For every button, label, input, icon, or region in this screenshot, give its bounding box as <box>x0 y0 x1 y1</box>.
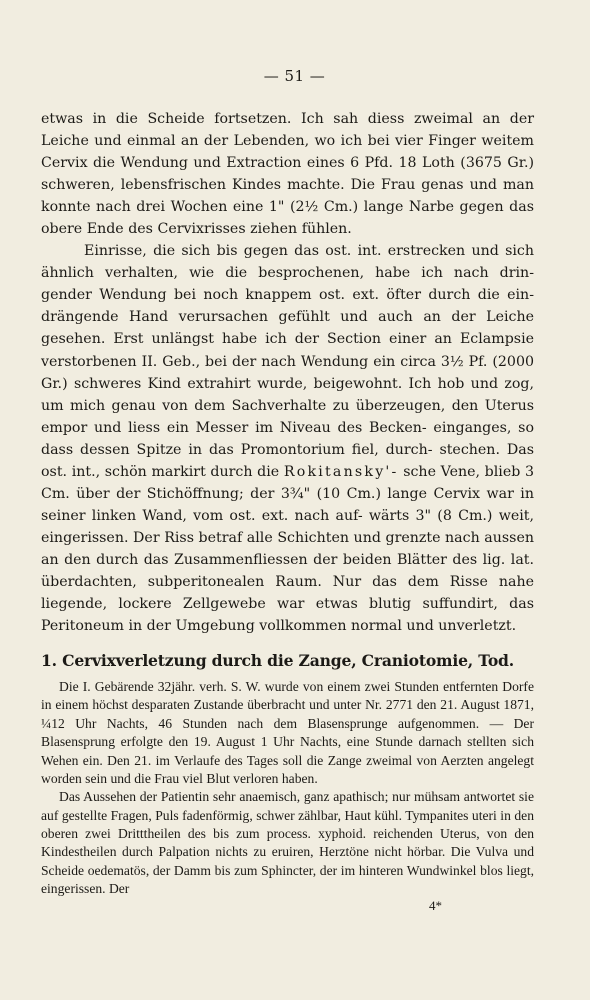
case-paragraph-2: Das Aussehen der Patientin sehr anaemisch, ganz apathisch; nur mühsam antwortet sie auf gestellte Fragen, Puls fadenförmig, schwer zählbar, Haut kühl. Tympanites uteri in den oberen zwei Dritttheilen des bis zum process. xyphoid. reichenden Uterus, von den Kindestheilen durch Palpation nichts zu eruiren, Herztöne nicht hörbar. Die Vulva und Scheide oedematös, der Damm bis zum Sphincter, der im hinteren Wundwinkel blos liegt, eingerissen. Der <box>41 789 534 896</box>
paragraph-2-text-after: sche Vene, blieb 3 Cm. über der Stichöffnung; der 3¾" (10 Cm.) lange Cervix war in seiner linken Wand, vom ost. ext. nach auf- wärts 3" (8 Cm.) weit, eingerissen. Der Riss betraf alle Schichten und grenzte nach aussen an den durch das Zusammenfliessen der beiden Blätter des lig. lat. überdachten, subperitonealen Raum. Nur das dem Risse nahe liegende, lockere Zellgewebe war etwas blutig suffundirt, das Peritoneum in der Umgebung vollkommen normal und unverletzt. <box>41 463 534 635</box>
body-paragraph-2 <box>41 240 534 637</box>
paragraph-2-name-emphasis: Rokitansky'- <box>283 463 399 480</box>
paragraph-2-text-before: Einrisse, die sich bis gegen das ost. int. erstrecken und sich ähnlich verhalten, wie die besprochenen, habe ich nach drin- gender Wendung bei noch knappem ost. ext. öfter durch die ein- drängende Hand verursachen gefühlt und auch an der Leiche gesehen. Erst unlängst habe ich der Section einer an Eclampsie verstorbenen II. Geb., bei der nach Wendung ein circa 3½ Pf. (2000 Gr.) schweres Kind extrahirt wurde, beigewohnt. Ich hob und zog, um mich genau von dem Sachverhalte zu überzeugen, den Uterus empor und liess ein Messer im Niveau des Becken- einganges, so dass dessen Spitze in das Promontorium fiel, durch- stechen. Das ost. int., schön markirt durch die <box>41 243 534 480</box>
page-number: — 51 — <box>263 67 326 85</box>
section-heading: 1. Cervixverletzung durch die Zange, Craniotomie, Tod. <box>41 651 514 671</box>
body-paragraph-1: etwas in die Scheide fortsetzen. Ich sah diess zweimal an der Leiche und einmal an der Lebenden, wo ich bei vier Finger weitem Cervix die Wendung und Extraction eines 6 Pfd. 18 Loth (3675 Gr.) schweren, lebensfrischen Kindes machte. Die Frau genas und man konnte nach drei Wochen eine 1" (2½ Cm.) lange Narbe gegen das obere Ende des Cervixrisses ziehen fühlen. <box>41 111 534 238</box>
case-paragraph-1: Die I. Gebärende 32jähr. verh. S. W. wurde von einem zwei Stunden entfernten Dorfe in einem höchst desparaten Zustande überbracht und unter Nr. 2771 den 21. August 1871, ¼12 Uhr Nachts, 46 Stunden nach dem Blasensprunge aufgenommen. — Der Blasensprung erfolgte den 19. August 1 Uhr Nachts, eine Stunde darnach stellten sich Wehen ein. Den 21. im Verlaufe des Tages soll die Zange zweimal von Aerzten angelegt worden sein und die Frau viel Blut verloren haben. <box>41 679 534 786</box>
signature-mark: 4* <box>429 898 442 914</box>
